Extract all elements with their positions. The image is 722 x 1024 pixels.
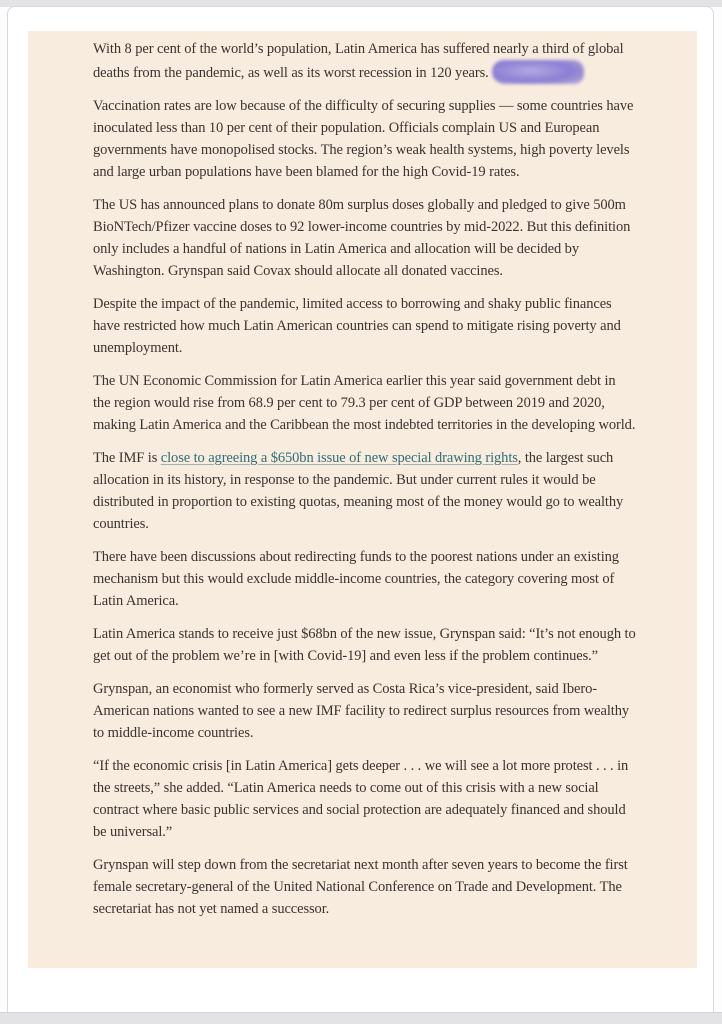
- paragraph-text: , the largest such allocation in its history, in response to the pandemic. But under current rules it would be distributed in proportion to existing quotas, meaning most of the money would go to wealthy countries.: [93, 450, 624, 532]
- sdr-issue-link[interactable]: close to agreeing a $650bn issue of new special drawing rights: [160, 450, 518, 466]
- paragraph: The UN Economic Commission for Latin America earlier this year said government debt in the region would rise from 68.9 per cent to 79.3 per cent of GDP between 2019 and 2020, making Latin America and the Caribbean the most indebted territories in the developing world.: [93, 373, 636, 433]
- paragraph: “If the economic crisis [in Latin America] gets deeper . . . we will see a lot more protest . . . in the streets,” she added. “Latin America needs to come out of this crisis with a new social contract where basic public services and social protection are adequately financed and should be universal.”: [93, 758, 629, 840]
- paragraph: There have been discussions about redirecting funds to the poorest nations under an existing mechanism but this would exclude middle-income countries, the category covering most of Latin America.: [93, 549, 619, 609]
- article-page: [7, 6, 714, 1012]
- paragraph: The US has announced plans to donate 80m surplus doses globally and pledged to give 500m BioNTech/Pfizer vaccine doses to 92 lower-income countries by mid-2022. But this definition only includes a handful of nations in Latin America and allocation will be decided by Washington. Grynspan said Covax should allocate all donated vaccines.: [93, 197, 631, 279]
- paragraph: Despite the impact of the pandemic, limited access to borrowing and shaky public finances have restricted how much Latin American countries can spend to mitigate rising poverty and unemployment.: [93, 296, 621, 356]
- paragraph: Latin America stands to receive just $68bn of the new issue, Grynspan said: “It’s not enough to get out of the problem we’re in [with Covid-19] and even less if the problem continues.”: [93, 626, 636, 664]
- article-body: [28, 31, 697, 968]
- paragraph: Vaccination rates are low because of the difficulty of securing supplies — some countries have inoculated less than 10 per cent of their population. Officials complain US and European governments have monopolised stocks. The region’s weak health systems, high poverty levels and large urban populations have been blamed for the high Covid-19 rates.: [93, 98, 634, 180]
- paragraph: Grynspan will step down from the secretariat next month after seven years to become the first female secretary-general of the United National Conference on Trade and Development. The secretariat has not yet named a successor.: [93, 857, 628, 917]
- paragraph: [93, 447, 636, 535]
- paragraph: [93, 38, 636, 84]
- paragraph: Grynspan, an economist who formerly served as Costa Rica’s vice-president, said Ibero-American nations wanted to see a new IMF facility to redirect surplus resources from wealthy to middle-income countries.: [93, 681, 629, 741]
- bottom-bar: [0, 1012, 722, 1024]
- paragraph-text: With 8 per cent of the world’s population, Latin America has suffered nearly a third of global deaths from the pandemic, as well as its worst recession in 120 years.: [93, 41, 624, 81]
- paragraph-text: The IMF is: [93, 450, 161, 466]
- redaction-scribble: [492, 60, 584, 84]
